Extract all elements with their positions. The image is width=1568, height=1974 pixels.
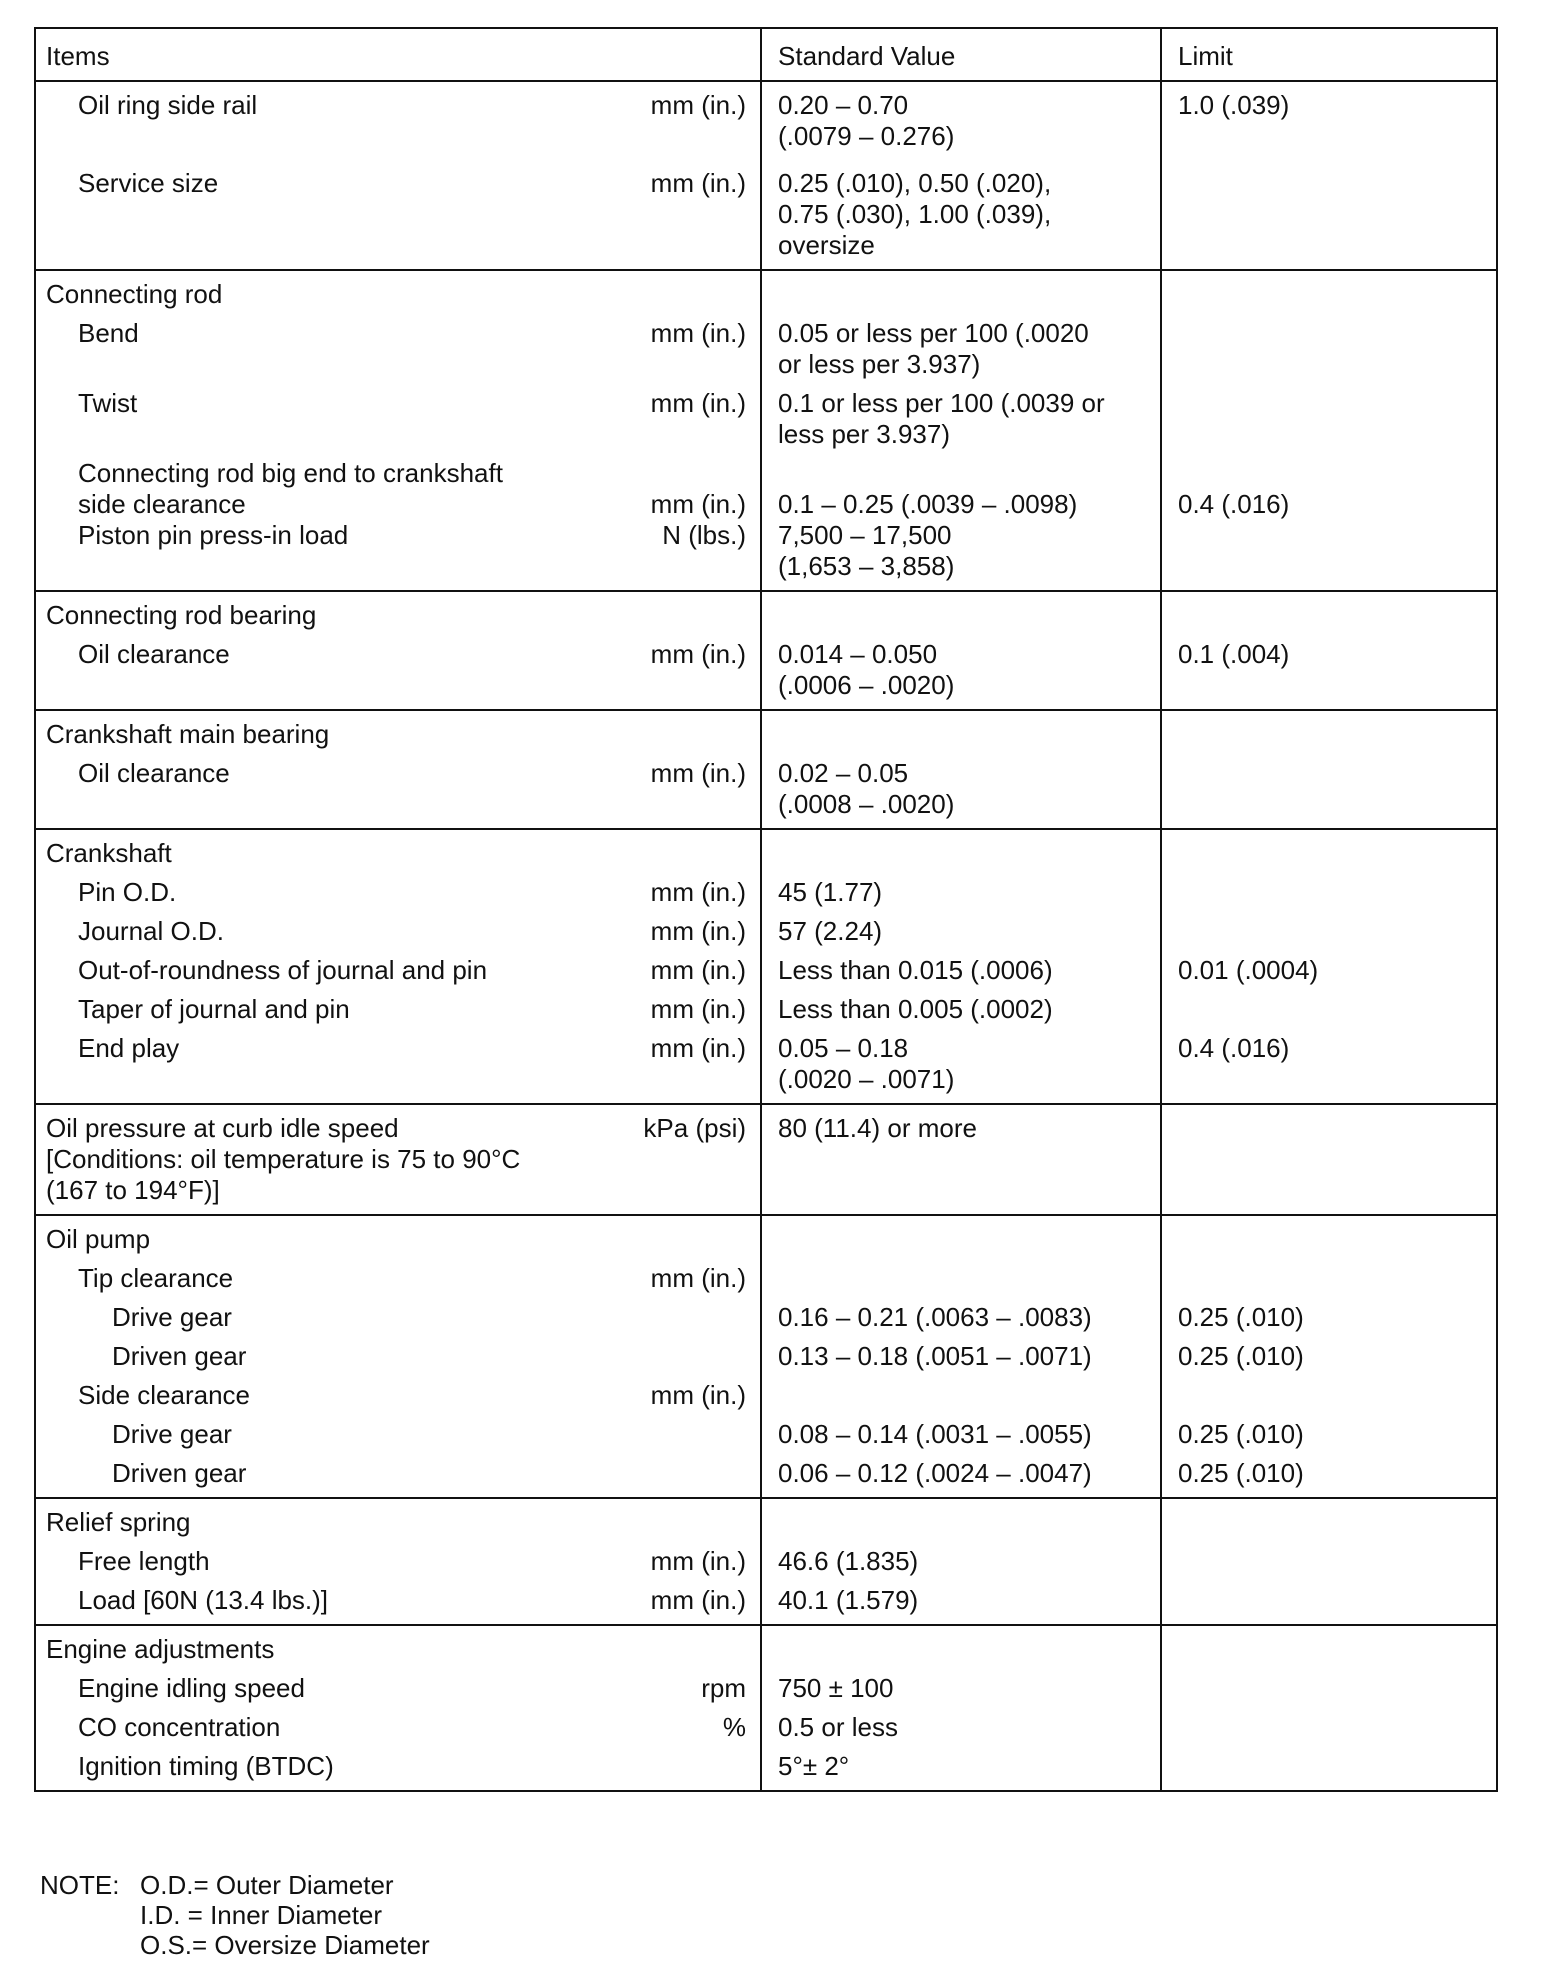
section-limit-cell: [1161, 1498, 1497, 1625]
standard-value: 0.1 – 0.25 (.0039 – .0098): [778, 489, 1078, 519]
unit-label: mm (in.): [650, 1546, 746, 1576]
limit-value: 1.0 (.039): [1178, 90, 1290, 120]
row-item: [46, 90, 760, 121]
row-item: [46, 489, 760, 520]
standard-value-cont: (.0006 – .0020): [778, 670, 955, 700]
item-label: Driven gear: [112, 1341, 247, 1371]
standard-value: 57 (2.24): [778, 916, 883, 946]
limit-value: 0.4 (.016): [1178, 489, 1290, 519]
row-item: [46, 1751, 760, 1782]
row-item: [46, 318, 760, 349]
footnote: [40, 1870, 430, 1960]
section-crankshaft-main-bearing: [35, 710, 1497, 829]
item-label: Twist: [78, 388, 138, 418]
section-standard-cell: [761, 829, 1161, 1104]
unit-label: mm (in.): [650, 639, 746, 669]
unit-label: mm (in.): [650, 994, 746, 1024]
item-label: Bend: [78, 318, 139, 348]
row-item: [46, 1712, 760, 1743]
item-label: Oil pressure at curb idle speed: [46, 1113, 399, 1143]
unit-label: rpm: [701, 1673, 746, 1703]
section-piston-ring: [35, 81, 1497, 270]
standard-value: 0.02 – 0.05: [778, 758, 909, 788]
item-label: CO concentration: [78, 1712, 281, 1742]
note-label: NOTE:: [40, 1870, 120, 1900]
row-item: [46, 877, 760, 908]
standard-value-cont: (.0020 – .0071): [778, 1064, 955, 1094]
header-limit: Limit: [1161, 28, 1497, 81]
section-standard-cell: [761, 591, 1161, 710]
item-label: Pin O.D.: [78, 877, 177, 907]
unit-label: mm (in.): [650, 955, 746, 985]
item-label: Drive gear: [112, 1302, 232, 1332]
item-label: Oil clearance: [78, 639, 230, 669]
unit-label: mm (in.): [650, 388, 746, 418]
unit-label: N (lbs.): [662, 520, 746, 550]
section-limit-cell: [1161, 270, 1497, 591]
item-label-cont: (167 to 194°F)]: [46, 1175, 220, 1205]
section-title: Relief spring: [46, 1507, 191, 1537]
section-oil-pressure: [35, 1104, 1497, 1215]
section-items-cell: [35, 710, 761, 829]
unit-label: mm (in.): [650, 1033, 746, 1063]
standard-value: 0.05 – 0.18: [778, 1033, 909, 1063]
section-standard-cell: [761, 710, 1161, 829]
header-items: Items: [35, 28, 761, 81]
unit-label: mm (in.): [650, 916, 746, 946]
section-items-cell: [35, 1625, 761, 1791]
limit-value: 0.25 (.010): [1178, 1341, 1304, 1371]
standard-value-cont: (.0079 – 0.276): [778, 121, 955, 151]
section-crankshaft: [35, 829, 1497, 1104]
unit-label: mm (in.): [650, 168, 746, 198]
item-label-cont: [Conditions: oil temperature is 75 to 90°C: [46, 1144, 521, 1174]
section-standard-cell: [761, 1625, 1161, 1791]
note-line: I.D. = Inner Diameter: [140, 1900, 383, 1930]
header-row: [35, 28, 1497, 81]
item-label: Connecting rod big end to crankshaft: [78, 458, 503, 488]
section-items-cell: [35, 829, 761, 1104]
unit-label: mm (in.): [650, 758, 746, 788]
section-limit-cell: [1161, 710, 1497, 829]
limit-value: 0.1 (.004): [1178, 639, 1290, 669]
footnote-row: [40, 1930, 430, 1960]
row-item: [46, 1546, 760, 1577]
unit-label: mm (in.): [650, 90, 746, 120]
note-line: O.S.= Oversize Diameter: [140, 1930, 430, 1960]
section-title: Engine adjustments: [46, 1634, 275, 1664]
section-standard-cell: [761, 270, 1161, 591]
limit-value: 0.4 (.016): [1178, 1033, 1290, 1063]
standard-value-cont: 0.75 (.030), 1.00 (.039),: [778, 199, 1052, 229]
section-items-cell: [35, 1215, 761, 1498]
standard-value: 0.014 – 0.050: [778, 639, 938, 669]
section-limit-cell: [1161, 1215, 1497, 1498]
section-limit-cell: [1161, 1625, 1497, 1791]
standard-value: 0.16 – 0.21 (.0063 – .0083): [778, 1302, 1092, 1332]
note-line: O.D.= Outer Diameter: [140, 1870, 394, 1900]
unit-label: mm (in.): [650, 1263, 746, 1293]
limit-value: 0.25 (.010): [1178, 1419, 1304, 1449]
section-standard-cell: [761, 1498, 1161, 1625]
standard-value: 80 (11.4) or more: [778, 1113, 977, 1143]
standard-value: 0.1 or less per 100 (.0039 or: [778, 388, 1105, 418]
unit-label: mm (in.): [650, 1380, 746, 1410]
footnote-row: [40, 1900, 430, 1930]
section-limit-cell: [1161, 829, 1497, 1104]
standard-value: 0.20 – 0.70: [778, 90, 909, 120]
section-connecting-rod: [35, 270, 1497, 591]
row-item: [46, 1113, 760, 1144]
section-title: Oil pump: [46, 1224, 151, 1254]
section-relief-spring: [35, 1498, 1497, 1625]
standard-value: Less than 0.015 (.0006): [778, 955, 1053, 985]
footnote-row: [40, 1870, 430, 1900]
item-label: End play: [78, 1033, 180, 1063]
standard-value: 750 ± 100: [778, 1673, 894, 1703]
unit-label: mm (in.): [650, 489, 746, 519]
row-item: [46, 1380, 760, 1411]
item-label: Free length: [78, 1546, 210, 1576]
item-label: Drive gear: [112, 1419, 232, 1449]
unit-label: mm (in.): [650, 1585, 746, 1615]
section-items-cell: [35, 1104, 761, 1215]
standard-value-cont: (1,653 – 3,858): [778, 551, 955, 581]
standard-value: 0.5 or less: [778, 1712, 898, 1742]
row-item: [46, 994, 760, 1025]
row-item: [46, 758, 760, 789]
section-engine-adjustments: [35, 1625, 1497, 1791]
section-standard-cell: [761, 1215, 1161, 1498]
section-standard-cell: [761, 1104, 1161, 1215]
section-limit-cell: [1161, 81, 1497, 270]
row-item: [46, 388, 760, 419]
standard-value: 0.08 – 0.14 (.0031 – .0055): [778, 1419, 1092, 1449]
standard-value: 0.25 (.010), 0.50 (.020),: [778, 168, 1052, 198]
item-label-cont: side clearance: [78, 489, 246, 519]
row-item: [46, 1263, 760, 1294]
row-item: [46, 1673, 760, 1704]
item-label: Side clearance: [78, 1380, 250, 1410]
standard-value: 40.1 (1.579): [778, 1585, 919, 1615]
standard-value-cont: oversize: [778, 230, 875, 260]
limit-value: 0.25 (.010): [1178, 1302, 1304, 1332]
standard-value-cont: or less per 3.937): [778, 349, 981, 379]
standard-value: 0.06 – 0.12 (.0024 – .0047): [778, 1458, 1092, 1488]
section-limit-cell: [1161, 591, 1497, 710]
standard-value-cont: (.0008 – .0020): [778, 789, 955, 819]
section-items-cell: [35, 81, 761, 270]
row-item: [46, 916, 760, 947]
item-label: Piston pin press-in load: [78, 520, 349, 550]
standard-value: 5°± 2°: [778, 1751, 850, 1781]
item-label: Oil ring side rail: [78, 90, 258, 120]
limit-value: 0.25 (.010): [1178, 1458, 1304, 1488]
item-label: Out-of-roundness of journal and pin: [78, 955, 488, 985]
item-label: Journal O.D.: [78, 916, 224, 946]
standard-value: 45 (1.77): [778, 877, 883, 907]
limit-value: 0.01 (.0004): [1178, 955, 1319, 985]
unit-label: %: [722, 1712, 746, 1742]
unit-label: mm (in.): [650, 877, 746, 907]
item-label: Load [60N (13.4 lbs.)]: [78, 1585, 329, 1615]
section-oil-pump: [35, 1215, 1497, 1498]
row-item: [46, 520, 760, 551]
header-standard-value: Standard Value: [761, 28, 1161, 81]
item-label: Service size: [78, 168, 219, 198]
row-item: [46, 955, 760, 986]
section-standard-cell: [761, 81, 1161, 270]
section-items-cell: [35, 270, 761, 591]
item-label: Taper of journal and pin: [78, 994, 350, 1024]
standard-value: 0.05 or less per 100 (.0020: [778, 318, 1089, 348]
item-label: Ignition timing (BTDC): [78, 1751, 334, 1781]
section-title: Connecting rod: [46, 279, 223, 309]
standard-value: 0.13 – 0.18 (.0051 – .0071): [778, 1341, 1092, 1371]
row-item: [46, 639, 760, 670]
section-title: Crankshaft: [46, 838, 172, 868]
standard-value: 7,500 – 17,500: [778, 520, 952, 550]
item-label: Oil clearance: [78, 758, 230, 788]
item-label: Tip clearance: [78, 1263, 234, 1293]
item-label: Engine idling speed: [78, 1673, 305, 1703]
row-item: [46, 168, 760, 199]
standard-value-cont: less per 3.937): [778, 419, 950, 449]
unit-label: kPa (psi): [643, 1113, 746, 1143]
section-title: Connecting rod bearing: [46, 600, 317, 630]
section-connecting-rod-bearing: [35, 591, 1497, 710]
row-item: [46, 1033, 760, 1064]
unit-label: mm (in.): [650, 318, 746, 348]
standard-value: 46.6 (1.835): [778, 1546, 919, 1576]
spec-table: [34, 27, 1498, 1792]
section-limit-cell: [1161, 1104, 1497, 1215]
section-items-cell: [35, 591, 761, 710]
section-items-cell: [35, 1498, 761, 1625]
row-item: [46, 1585, 760, 1616]
standard-value: Less than 0.005 (.0002): [778, 994, 1053, 1024]
item-label: Driven gear: [112, 1458, 247, 1488]
section-title: Crankshaft main bearing: [46, 719, 330, 749]
